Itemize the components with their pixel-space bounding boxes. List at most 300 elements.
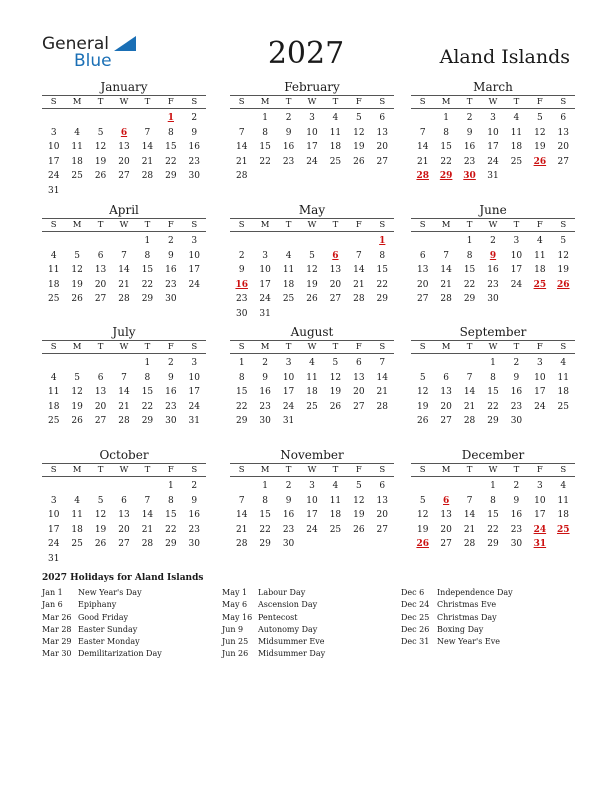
empty-cell (42, 111, 65, 126)
day-cell: 30 (487, 294, 499, 305)
day-cell: 10 (259, 265, 271, 276)
day-cell: 19 (306, 279, 318, 290)
empty-cell (458, 479, 481, 494)
month-title: November (230, 448, 394, 464)
holiday-item (42, 624, 212, 636)
day-cell: 7 (144, 495, 151, 506)
day-grid (411, 109, 575, 184)
holiday-item (42, 648, 212, 660)
day-cell: 12 (306, 265, 318, 276)
day-cell: 24 (188, 401, 200, 412)
day-cell: 14 (235, 510, 248, 521)
day-cell: 18 (71, 156, 83, 167)
day-cell: 17 (534, 387, 546, 398)
weekday-label: T (332, 220, 339, 230)
holiday-item (222, 612, 392, 624)
day-cell: 9 (191, 127, 198, 138)
day-cell: 28 (235, 539, 248, 550)
day-cell: 13 (440, 387, 452, 398)
weekday-label: T (144, 220, 151, 230)
day-cell: 21 (416, 156, 429, 167)
day-cell: 31 (487, 171, 499, 182)
weekday-label: M (441, 465, 451, 475)
holiday-item (222, 636, 392, 648)
day-cell: 23 (259, 401, 271, 412)
day-cell: 3 (262, 250, 268, 261)
weekday-header (411, 464, 575, 477)
day-cell: 26 (306, 294, 318, 305)
day-cell: 10 (487, 127, 499, 138)
day-cell: 3 (513, 236, 520, 246)
day-cell: 1 (167, 481, 174, 491)
weekday-header (42, 464, 206, 477)
day-cell: 23 (282, 156, 295, 167)
logo-general-text: General (42, 34, 109, 54)
holiday-name: Labour Day (258, 588, 306, 597)
weekday-label: T (144, 342, 151, 352)
day-cell: 8 (490, 495, 496, 506)
weekday-label: M (441, 97, 451, 107)
day-cell: 31 (47, 185, 60, 196)
day-cell: 18 (534, 265, 546, 276)
day-cell: 27 (416, 294, 429, 305)
logo-blue-text: Blue (74, 51, 112, 71)
weekday-label: S (238, 342, 245, 352)
holiday-item (401, 587, 571, 599)
day-cell: 12 (353, 127, 365, 138)
day-cell: 4 (560, 358, 567, 368)
weekday-label: S (238, 220, 245, 230)
day-cell: 23 (282, 524, 295, 535)
day-cell: 29 (487, 539, 499, 550)
day-cell: 18 (47, 401, 60, 412)
weekday-header (411, 219, 575, 232)
weekday-label: S (419, 97, 426, 107)
day-cell: 12 (71, 387, 83, 398)
day-cell: 13 (416, 265, 429, 276)
day-cell: 20 (118, 524, 130, 535)
month-title: May (230, 203, 394, 219)
weekday-label: T (466, 342, 473, 352)
weekday-label: W (307, 465, 317, 475)
day-cell: 17 (510, 265, 523, 276)
empty-cell (253, 234, 276, 249)
day-cell: 16 (487, 265, 499, 276)
day-cell: 7 (443, 250, 449, 261)
month-february (230, 80, 394, 184)
day-cell: 18 (282, 279, 295, 290)
day-cell: 25 (306, 401, 318, 412)
weekday-label: W (119, 220, 129, 230)
holiday-date-label: Mar 30 (42, 649, 72, 659)
holiday-date-label: Dec 25 (401, 612, 430, 622)
empty-cell (411, 234, 434, 249)
weekday-label: T (466, 465, 473, 475)
weekday-label: M (441, 220, 451, 230)
holiday-name: Midsummer Day (258, 649, 326, 659)
day-cell: 24 (282, 401, 295, 412)
day-cell: 28 (463, 539, 476, 550)
day-cell: 2 (285, 113, 292, 123)
weekday-label: M (260, 97, 270, 107)
day-cell: 5 (355, 481, 362, 491)
day-cell: 12 (534, 127, 546, 138)
day-cell: 27 (118, 539, 130, 550)
holiday-date: 31 (533, 539, 547, 550)
holiday-date-label: Dec 26 (401, 624, 430, 634)
holiday-date: 28 (416, 171, 429, 182)
empty-cell (434, 479, 457, 494)
day-cell: 28 (141, 171, 154, 182)
holiday-date-label: Jun 25 (222, 637, 249, 647)
day-cell: 22 (259, 524, 271, 535)
weekday-label: T (513, 342, 520, 352)
day-cell: 7 (466, 495, 473, 506)
empty-cell (112, 356, 135, 371)
day-cell: 25 (282, 294, 295, 305)
weekday-label: W (307, 97, 317, 107)
day-cell: 4 (309, 358, 315, 368)
month-september (411, 325, 575, 429)
day-cell: 22 (487, 524, 499, 535)
holiday-column (401, 587, 571, 648)
day-cell: 15 (235, 387, 248, 398)
day-cell: 5 (419, 495, 426, 506)
day-cell: 25 (557, 401, 569, 412)
weekday-label: S (191, 220, 198, 230)
day-cell: 11 (71, 142, 83, 153)
weekday-label: M (260, 220, 270, 230)
day-cell: 13 (329, 265, 342, 276)
day-cell: 2 (238, 250, 245, 261)
day-cell: 19 (71, 401, 83, 412)
day-cell: 27 (440, 416, 452, 427)
day-cell: 26 (71, 416, 83, 427)
weekday-label: M (72, 97, 82, 107)
day-cell: 8 (466, 250, 473, 261)
day-cell: 14 (118, 387, 130, 398)
day-grid (411, 354, 575, 429)
day-cell: 19 (329, 387, 342, 398)
holiday-date-label: Jan 6 (42, 600, 63, 610)
day-cell: 3 (536, 481, 543, 491)
day-cell: 8 (490, 372, 496, 383)
day-cell: 18 (329, 510, 342, 521)
month-june (411, 203, 575, 307)
holiday-item (42, 599, 212, 611)
day-cell: 15 (487, 387, 499, 398)
empty-cell (411, 479, 434, 494)
holiday-item (222, 599, 392, 611)
day-cell: 21 (463, 524, 476, 535)
day-cell: 22 (376, 279, 388, 290)
day-cell: 3 (309, 481, 315, 491)
weekday-label: W (307, 342, 317, 352)
day-cell: 15 (141, 387, 154, 398)
holiday-name: Christmas Eve (437, 600, 497, 610)
day-cell: 1 (262, 113, 268, 123)
day-cell: 2 (513, 481, 520, 491)
day-cell: 21 (141, 524, 154, 535)
weekday-label: S (50, 97, 57, 107)
holiday-name: Autonomy Day (258, 624, 318, 634)
holiday-date: 6 (443, 495, 450, 506)
empty-cell (136, 479, 159, 494)
holiday-date: 30 (463, 171, 476, 182)
weekday-label: T (285, 342, 292, 352)
weekday-label: F (355, 220, 362, 230)
month-title: January (42, 80, 206, 96)
month-october (42, 448, 206, 567)
day-cell: 22 (165, 156, 177, 167)
weekday-label: W (119, 342, 129, 352)
weekday-header (230, 96, 394, 109)
weekday-label: F (355, 342, 362, 352)
holiday-name: New Year's Day (78, 588, 142, 597)
day-cell: 9 (513, 372, 520, 383)
month-august (230, 325, 394, 429)
empty-cell (65, 356, 88, 371)
day-cell: 31 (47, 553, 60, 564)
empty-cell (277, 234, 300, 249)
empty-cell (65, 111, 88, 126)
day-cell: 18 (557, 387, 569, 398)
day-cell: 8 (379, 250, 386, 261)
weekday-label: S (419, 342, 426, 352)
empty-cell (230, 234, 253, 249)
weekday-label: S (191, 342, 198, 352)
holiday-date: 26 (557, 279, 570, 290)
day-cell: 15 (440, 142, 452, 153)
weekday-label: F (536, 465, 543, 475)
day-cell: 4 (332, 113, 339, 123)
day-cell: 22 (141, 401, 154, 412)
day-cell: 5 (74, 372, 80, 383)
weekday-label: T (97, 97, 104, 107)
month-title: March (411, 80, 575, 96)
day-cell: 1 (466, 236, 473, 246)
day-cell: 4 (285, 250, 292, 261)
weekday-label: T (285, 97, 292, 107)
day-cell: 4 (74, 495, 80, 506)
holiday-date-label: May 1 (222, 588, 248, 597)
weekday-header (230, 464, 394, 477)
day-cell: 29 (141, 416, 154, 427)
day-cell: 7 (144, 127, 151, 138)
weekday-label: F (536, 342, 543, 352)
day-cell: 13 (94, 387, 107, 398)
weekday-label: W (307, 220, 317, 230)
day-cell: 29 (259, 539, 271, 550)
holiday-column (222, 587, 392, 661)
day-cell: 16 (188, 510, 200, 521)
day-cell: 15 (259, 510, 271, 521)
day-cell: 27 (94, 416, 107, 427)
day-cell: 26 (94, 171, 107, 182)
day-cell: 2 (167, 358, 174, 368)
day-cell: 11 (534, 250, 546, 261)
day-cell: 24 (306, 156, 318, 167)
day-cell: 6 (560, 113, 567, 123)
holiday-name: Ascension Day (258, 600, 318, 610)
holiday-item (222, 648, 392, 660)
day-cell: 24 (306, 524, 318, 535)
day-cell: 2 (262, 358, 268, 368)
day-cell: 22 (165, 524, 177, 535)
day-cell: 1 (144, 358, 151, 368)
day-cell: 16 (282, 510, 295, 521)
day-cell: 2 (167, 236, 174, 246)
day-cell: 18 (47, 279, 60, 290)
holiday-date-label: Jun 9 (222, 624, 244, 634)
day-cell: 5 (97, 127, 104, 138)
day-cell: 14 (141, 510, 154, 521)
day-cell: 3 (536, 358, 543, 368)
month-may (230, 203, 394, 322)
day-cell: 7 (466, 372, 473, 383)
holiday-item (401, 612, 571, 624)
day-cell: 22 (141, 279, 154, 290)
day-cell: 16 (510, 387, 523, 398)
day-cell: 16 (510, 510, 523, 521)
empty-cell (42, 234, 65, 249)
weekday-label: F (167, 220, 174, 230)
weekday-header (42, 96, 206, 109)
day-cell: 24 (47, 171, 60, 182)
day-cell: 9 (285, 127, 292, 138)
day-cell: 9 (466, 127, 473, 138)
weekday-label: M (72, 465, 82, 475)
day-cell: 21 (463, 401, 476, 412)
day-cell: 24 (534, 401, 546, 412)
day-cell: 4 (560, 481, 567, 491)
day-cell: 14 (463, 510, 476, 521)
day-cell: 28 (463, 416, 476, 427)
day-cell: 20 (376, 142, 388, 153)
day-cell: 12 (416, 510, 429, 521)
day-cell: 24 (487, 156, 499, 167)
day-cell: 31 (259, 308, 271, 319)
holiday-item (42, 587, 212, 599)
empty-cell (42, 479, 65, 494)
weekday-label: W (488, 220, 498, 230)
empty-cell (230, 479, 253, 494)
weekday-header (230, 219, 394, 232)
day-cell: 27 (118, 171, 130, 182)
day-cell: 17 (282, 387, 295, 398)
weekday-label: W (488, 342, 498, 352)
day-grid (411, 232, 575, 307)
weekday-label: T (285, 220, 292, 230)
day-cell: 8 (144, 372, 151, 383)
weekday-header (230, 341, 394, 354)
day-cell: 20 (118, 156, 130, 167)
day-cell: 28 (353, 294, 365, 305)
empty-cell (112, 111, 135, 126)
weekday-header (42, 341, 206, 354)
day-cell: 19 (71, 279, 83, 290)
day-cell: 20 (353, 387, 365, 398)
day-cell: 13 (557, 127, 569, 138)
holiday-date-label: Dec 24 (401, 600, 430, 610)
day-cell: 30 (510, 416, 523, 427)
day-cell: 11 (510, 127, 523, 138)
day-cell: 15 (463, 265, 476, 276)
day-cell: 29 (141, 294, 154, 305)
day-cell: 10 (188, 372, 200, 383)
weekday-label: S (50, 342, 57, 352)
weekday-label: T (513, 220, 520, 230)
holiday-date-label: Jun 26 (222, 649, 249, 659)
day-cell: 27 (376, 524, 388, 535)
weekday-label: S (379, 220, 386, 230)
holiday-date: 6 (120, 127, 128, 138)
day-cell: 27 (353, 401, 365, 412)
day-cell: 21 (440, 279, 452, 290)
day-cell: 5 (74, 250, 80, 261)
holiday-date-label: May 6 (222, 600, 248, 610)
holiday-name: Midsummer Eve (258, 637, 325, 647)
day-cell: 8 (167, 127, 174, 138)
day-cell: 25 (47, 294, 60, 305)
weekday-label: S (191, 465, 198, 475)
day-cell: 31 (282, 416, 295, 427)
holiday-item (401, 599, 571, 611)
day-cell: 15 (376, 265, 388, 276)
day-cell: 17 (188, 265, 200, 276)
day-cell: 4 (74, 127, 80, 138)
day-cell: 7 (121, 250, 127, 261)
day-cell: 2 (191, 481, 198, 491)
day-cell: 26 (353, 524, 365, 535)
empty-cell (324, 234, 347, 249)
day-cell: 12 (353, 495, 365, 506)
day-cell: 17 (534, 510, 546, 521)
weekday-label: S (379, 342, 386, 352)
day-cell: 3 (191, 358, 198, 368)
holiday-date: 25 (557, 524, 570, 535)
day-cell: 18 (71, 524, 83, 535)
day-cell: 29 (165, 171, 177, 182)
day-cell: 16 (282, 142, 295, 153)
day-grid (42, 477, 206, 567)
day-cell: 7 (238, 495, 245, 506)
holiday-name: Christmas Day (437, 612, 497, 622)
day-cell: 4 (513, 113, 520, 123)
month-title: October (42, 448, 206, 464)
day-cell: 20 (416, 279, 429, 290)
day-cell: 16 (463, 142, 476, 153)
holiday-date: 6 (332, 250, 339, 261)
day-cell: 30 (188, 171, 200, 182)
day-cell: 29 (165, 539, 177, 550)
day-cell: 4 (50, 372, 57, 383)
day-cell: 30 (165, 294, 177, 305)
day-cell: 11 (557, 495, 569, 506)
day-cell: 12 (94, 142, 107, 153)
day-cell: 20 (94, 279, 107, 290)
holiday-date: 29 (439, 171, 453, 182)
empty-cell (89, 479, 112, 494)
day-cell: 13 (118, 510, 130, 521)
day-cell: 14 (440, 265, 452, 276)
weekday-label: F (167, 465, 174, 475)
weekday-label: S (560, 342, 567, 352)
day-cell: 10 (282, 372, 295, 383)
day-cell: 13 (353, 372, 365, 383)
day-cell: 11 (306, 372, 318, 383)
day-cell: 14 (463, 387, 476, 398)
